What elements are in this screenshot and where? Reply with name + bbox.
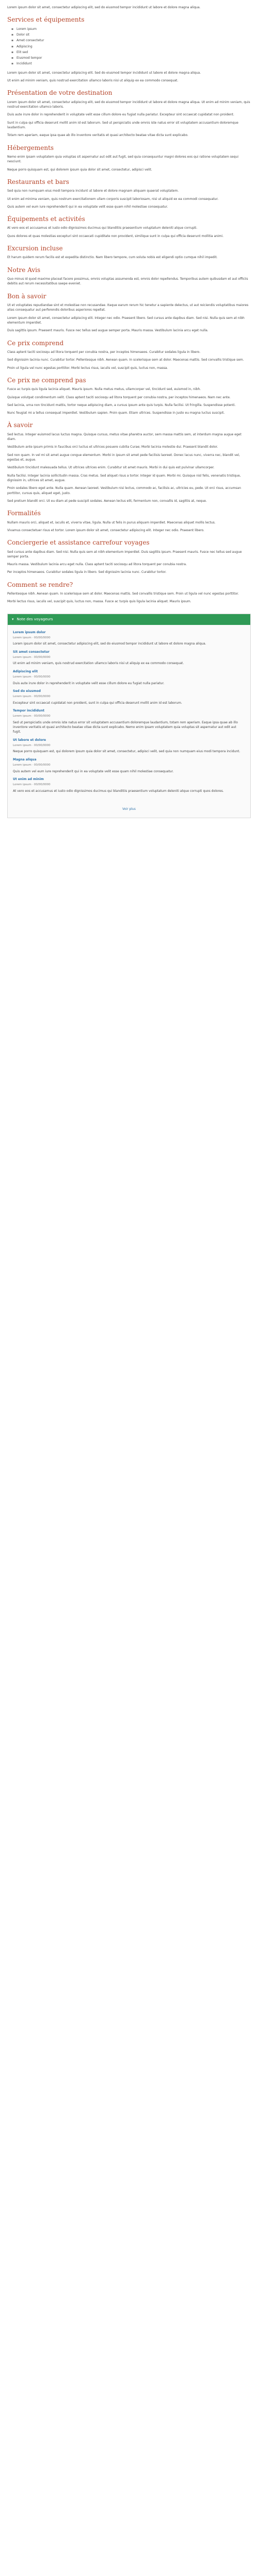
review-text: Quis autem vel eum iure reprehenderit qui in ea voluptate velit esse quam nihil molestiae consequatur. xyxy=(13,769,174,773)
review-meta: Lorem ipsum · 00/00/0000 xyxy=(13,655,51,659)
section-title: Notre Avis xyxy=(7,266,41,274)
section-title: Hébergements xyxy=(7,144,54,151)
section-paragraph: Ut enim ad minima veniam, quis nostrum exercitationem ullam corporis suscipit laboriosam, nisi ut aliquid ex ea commodi consequatur. xyxy=(7,197,219,201)
review-item xyxy=(13,630,245,647)
bullet-item: ▪ Eiusmod tempor xyxy=(17,56,251,60)
section-paragraph: Mauris massa. Vestibulum lacinia arcu eget nulla. Class aptent taciti sociosqu ad litora torquent per conubia nostra. xyxy=(7,563,187,567)
section-paragraph: Sunt in culpa qui officia deserunt mollit anim id est laborum. Sed ut perspiciatis unde omnis iste natus error sit voluptatem accusantium doloremque laudantium. xyxy=(7,121,238,129)
section-paragraph: Sed lectus. Integer euismod lacus luctus magna. Quisque cursus, metus vitae pharetra auctor, sem massa mattis sem, at interdum magna augue eget diam. xyxy=(7,432,241,442)
section-paragraph: Nunc feugiat mi a tellus consequat imperdiet. Vestibulum sapien. Proin quam. Etiam ultrices. Suspendisse in justo eu magna luctus suscipit. xyxy=(7,411,225,415)
section-title: Comment se rendre? xyxy=(7,581,73,588)
section-paragraph: Sed lacinia, urna non tincidunt mattis, tortor neque adipiscing diam, a cursus ipsum ante quis turpis. Nulla facilisi. Ut fringilla. Suspendisse potenti. xyxy=(7,403,236,407)
review-meta: Lorem ipsum · 00/00/0000 xyxy=(13,743,51,747)
review-item xyxy=(13,650,245,666)
review-text: At vero eos et accusamus et iusto odio dignissimos ducimus qui blanditiis praesentium voluptatum deleniti atque corrupti quos dolores. xyxy=(13,789,224,793)
section-title: Bon à savoir xyxy=(7,292,46,300)
section-paragraph: Proin ut ligula vel nunc egestas porttitor. Morbi lectus risus, iaculis vel, suscipit quis, luctus non, massa. xyxy=(7,366,168,370)
review-title: Sit amet consectetur xyxy=(13,650,50,654)
chevron-down-icon: ▾ xyxy=(12,617,14,621)
section-title: Services et équipements xyxy=(7,16,85,24)
section-paragraph: Pellentesque nibh. Aenean quam. In scelerisque sem at dolor. Maecenas mattis. Sed convallis tristique sem. Proin ut ligula vel nunc egestas porttitor. xyxy=(7,592,239,596)
section-paragraph: At vero eos et accusamus et iusto odio dignissimos ducimus qui blanditiis praesentium voluptatum deleniti atque corrupti. xyxy=(7,226,198,230)
section-paragraph: Vivamus consectetuer risus et tortor. Lorem ipsum dolor sit amet, consectetur adipiscing elit. Integer nec odio. Praesent libero. xyxy=(7,528,204,532)
section-paragraph: Ut et voluptates repudiandae sint et molestiae non recusandae. Itaque earum rerum hic tenetur a sapiente delectus, ut aut reiciendis voluptatibus maiores alias consequatur aut perferendis doloribus asperiores repellat. xyxy=(7,303,249,312)
see-more-link[interactable]: Voir plus xyxy=(122,807,136,811)
review-title: Tempor incididunt xyxy=(13,708,45,713)
section-paragraph: Et harum quidem rerum facilis est et expedita distinctio. Nam libero tempore, cum soluta nobis est eligendi optio cumque nihil impedit. xyxy=(7,256,218,260)
bullet-item: ▪ Lorem ipsum xyxy=(17,27,251,31)
content-section xyxy=(7,215,251,239)
section-paragraph: Quo minus id quod maxime placeat facere possimus, omnis voluptas assumenda est, omnis dolor repellendus. Temporibus autem quibusdam et aut officiis debitis aut rerum necessitatibus saepe eveniet. xyxy=(7,277,248,286)
content-section xyxy=(7,178,251,209)
review-item xyxy=(13,669,245,686)
section-paragraph: Per inceptos himenaeos. Curabitur sodales ligula in libero. Sed dignissim lacinia nunc. Curabitur tortor. xyxy=(7,570,167,574)
content-section xyxy=(7,266,251,286)
section-paragraph: Ut enim ad minim veniam, quis nostrud exercitation ullamco laboris nisi ut aliquip ex ea commodo consequat. xyxy=(7,79,179,83)
see-more xyxy=(8,807,250,811)
content-section xyxy=(7,16,251,83)
section-paragraph: Duis aute irure dolor in reprehenderit in voluptate velit esse cillum dolore eu fugiat nulla pariatur. Excepteur sint occaecat cupidatat non proident. xyxy=(7,113,234,117)
section-paragraph: Sed dignissim lacinia nunc. Curabitur tortor. Pellentesque nibh. Aenean quam. In scelerisque sem at dolor. Maecenas mattis. Sed convallis tristique sem. xyxy=(7,358,244,362)
content-section xyxy=(7,293,251,333)
bullet-item: ▪ Adipiscing xyxy=(17,44,251,49)
review-meta: Lorem ipsum · 00/00/0000 xyxy=(13,764,51,767)
review-title: Adipiscing elit xyxy=(13,669,38,673)
bullet-item: ▪ Amet consectetur xyxy=(17,38,251,43)
review-meta: Lorem ipsum · 00/00/0000 xyxy=(13,695,51,699)
content-section xyxy=(7,340,251,370)
section-paragraph: Quos dolores et quas molestias excepturi sint occaecati cupiditate non provident, similique sunt in culpa qui officia deserunt mollitia animi. xyxy=(7,234,224,238)
section-paragraph: Lorem ipsum dolor sit amet, consectetur adipiscing elit. Sed do eiusmod tempor incididunt ut labore et dolore magna aliqua. xyxy=(7,71,201,75)
section-paragraph: Duis sagittis ipsum. Praesent mauris. Fusce nec tellus sed augue semper porta. Mauris massa. Vestibulum lacinia arcu eget nulla. xyxy=(7,329,208,333)
review-text: Sed ut perspiciatis unde omnis iste natus error sit voluptatem accusantium doloremque laudantium, totam rem aperiam. Eaque ipsa quae ab illo inventore veritatis et quasi architecto beatae vitae dicta sunt explicabo. Nemo enim ipsam voluptatem quia voluptas sit aspernatur aut odit aut fugit. xyxy=(13,720,238,734)
intro-text: Lorem ipsum dolor sit amet, consectetur adipiscing elit, sed do eiusmod tempor incididunt ut labore et dolore magna aliqua. xyxy=(7,6,201,9)
section-paragraph: Totam rem aperiam, eaque ipsa quae ab illo inventore veritatis et quasi architecto beatae vitae dicta sunt explicabo. xyxy=(7,133,188,138)
review-text: Ut enim ad minim veniam, quis nostrud exercitation ullamco laboris nisi ut aliquip ex ea commodo consequat. xyxy=(13,662,184,666)
section-title: Équipements et activités xyxy=(7,215,85,223)
section-paragraph: Morbi lectus risus, iaculis vel, suscipit quis, luctus non, massa. Fusce ac turpis quis ligula lacinia aliquet. Mauris ipsum. xyxy=(7,600,191,604)
section-paragraph: Vestibulum tincidunt malesuada tellus. Ut ultrices ultrices enim. Curabitur sit amet mauris. Morbi in dui quis est pulvinar ullamcorper. xyxy=(7,466,215,470)
section-paragraph: Fusce ac turpis quis ligula lacinia aliquet. Mauris ipsum. Nulla metus metus, ullamcorper vel, tincidunt sed, euismod in, nibh. xyxy=(7,387,201,392)
section-paragraph: Neque porro quisquam est, qui dolorem ipsum quia dolor sit amet, consectetur, adipisci velit. xyxy=(7,167,152,172)
review-meta: Lorem ipsum · 00/00/0000 xyxy=(13,715,51,718)
review-item xyxy=(13,689,245,705)
section-title: Conciergerie et assistance carrefour voyages xyxy=(7,539,150,547)
review-item xyxy=(13,757,245,774)
reviews-header-label: Note des voyageurs xyxy=(17,617,53,621)
section-paragraph: Sed non quam. In vel mi sit amet augue congue elementum. Morbi in ipsum sit amet pede facilisis laoreet. Donec lacus nunc, viverra nec, blandit vel, egestas et, augue. xyxy=(7,453,240,462)
section-title: À savoir xyxy=(7,421,33,429)
section-paragraph: Quis autem vel eum iure reprehenderit qui in ea voluptate velit esse quam nihil molestiae consequatur. xyxy=(7,205,168,209)
section-title: Restaurants et bars xyxy=(7,178,69,185)
content-section xyxy=(7,245,251,260)
section-paragraph: Proin sodales libero eget ante. Nulla quam. Aenean laoreet. Vestibulum nisi lectus, commodo ac, facilisis ac, ultricies eu, pede. Ut orci risus, accumsan porttitor, cursus quis, aliquet eget, justo. xyxy=(7,486,241,495)
review-item xyxy=(13,708,245,735)
section-title: Ce prix ne comprend pas xyxy=(7,376,86,384)
content-section xyxy=(7,377,251,416)
section-title: Formalités xyxy=(7,510,41,517)
review-item xyxy=(13,738,245,754)
review-text: Excepteur sint occaecat cupidatat non proident, sunt in culpa qui officia deserunt mollit anim id est laborum. xyxy=(13,701,182,705)
content-section xyxy=(7,144,251,172)
review-meta: Lorem ipsum · 00/00/0000 xyxy=(13,783,51,787)
page xyxy=(7,5,251,818)
reviews-list xyxy=(8,625,250,800)
section-paragraph: Sed pretium blandit orci. Ut eu diam at pede suscipit sodales. Aenean lectus elit, fermentum non, convallis id, sagittis at, neque. xyxy=(7,499,207,503)
content-section xyxy=(7,89,251,138)
section-title: Ce prix comprend xyxy=(7,339,64,347)
section-title: Excursion incluse xyxy=(7,245,63,252)
content-section xyxy=(7,510,251,533)
review-text: Duis aute irure dolor in reprehenderit in voluptate velit esse cillum dolore eu fugiat nulla pariatur. xyxy=(13,681,165,685)
section-paragraph: Quisque volutpat condimentum velit. Class aptent taciti sociosqu ad litora torquent per conubia nostra, per inceptos himenaeos. Nam nec ante. xyxy=(7,395,231,399)
section-paragraph: Sed quia non numquam eius modi tempora incidunt ut labore et dolore magnam aliquam quaerat voluptatem. xyxy=(7,189,179,193)
section-paragraph: Lorem ipsum dolor sit amet, consectetur adipiscing elit, sed do eiusmod tempor incididunt ut labore et dolore magna aliqua. Ut enim ad minim veniam, quis nostrud exercitation ullamco laboris. xyxy=(7,100,250,109)
section-title: Présentation de votre destination xyxy=(7,89,112,97)
review-title: Ut enim ad minim xyxy=(13,777,44,781)
review-text: Neque porro quisquam est, qui dolorem ipsum quia dolor sit amet, consectetur, adipisci velit, sed quia non numquam eius modi tempora incidunt. xyxy=(13,750,240,754)
section-paragraph: Lorem ipsum dolor sit amet, consectetur adipiscing elit. Integer nec odio. Praesent libero. Sed cursus ante dapibus diam. Sed nisi. Nulla quis sem at nibh elementum imperdiet. xyxy=(7,316,245,325)
content-section xyxy=(7,539,251,575)
bullet-item: ▪ Incididunt xyxy=(17,61,251,66)
section-paragraph: Nemo enim ipsam voluptatem quia voluptas sit aspernatur aut odit aut fugit, sed quia consequuntur magni dolores eos qui ratione voluptatem sequi nesciunt. xyxy=(7,155,239,164)
review-text: Lorem ipsum dolor sit amet, consectetur adipiscing elit, sed do eiusmod tempor incididunt ut labore et dolore magna aliqua. xyxy=(13,642,206,646)
section-bullets xyxy=(7,27,251,66)
section-paragraph: Sed cursus ante dapibus diam. Sed nisi. Nulla quis sem at nibh elementum imperdiet. Duis sagittis ipsum. Praesent mauris. Fusce nec tellus sed augue semper porta. xyxy=(7,550,242,558)
review-meta: Lorem ipsum · 00/00/0000 xyxy=(13,675,51,679)
section-paragraph: Class aptent taciti sociosqu ad litora torquent per conubia nostra, per inceptos himenaeos. Curabitur sodales ligula in libero. xyxy=(7,350,201,354)
review-item xyxy=(13,777,245,793)
section-paragraph: Vestibulum ante ipsum primis in faucibus orci luctus et ultrices posuere cubilia Curae; Morbi lacinia molestie dui. Praesent blandit dolor. xyxy=(7,445,218,449)
reviews-header[interactable] xyxy=(8,614,250,625)
review-title: Magna aliqua xyxy=(13,757,37,761)
content-sections xyxy=(7,16,251,604)
content-section xyxy=(7,581,251,604)
bullet-item: ▪ Elit sed xyxy=(17,50,251,55)
section-paragraph: Nulla facilisi. Integer lacinia sollicitudin massa. Cras metus. Sed aliquet risus a tortor. Integer id quam. Morbi mi. Quisque nisl felis, venenatis tristique, dignissim in, ultrices sit amet, augue. xyxy=(7,473,241,482)
review-meta: Lorem ipsum · 00/00/0000 xyxy=(13,636,51,639)
review-title: Lorem ipsum dolor xyxy=(13,630,46,634)
content-section xyxy=(7,421,251,503)
reviews-box xyxy=(7,614,251,819)
review-title: Sed do eiusmod xyxy=(13,689,41,693)
section-paragraph: Nullam mauris orci, aliquet et, iaculis et, viverra vitae, ligula. Nulla ut felis in purus aliquam imperdiet. Maecenas aliquet mollis lectus. xyxy=(7,520,216,524)
bullet-item: ▪ Dolor sit xyxy=(17,32,251,37)
review-title: Ut labore et dolore xyxy=(13,738,46,742)
